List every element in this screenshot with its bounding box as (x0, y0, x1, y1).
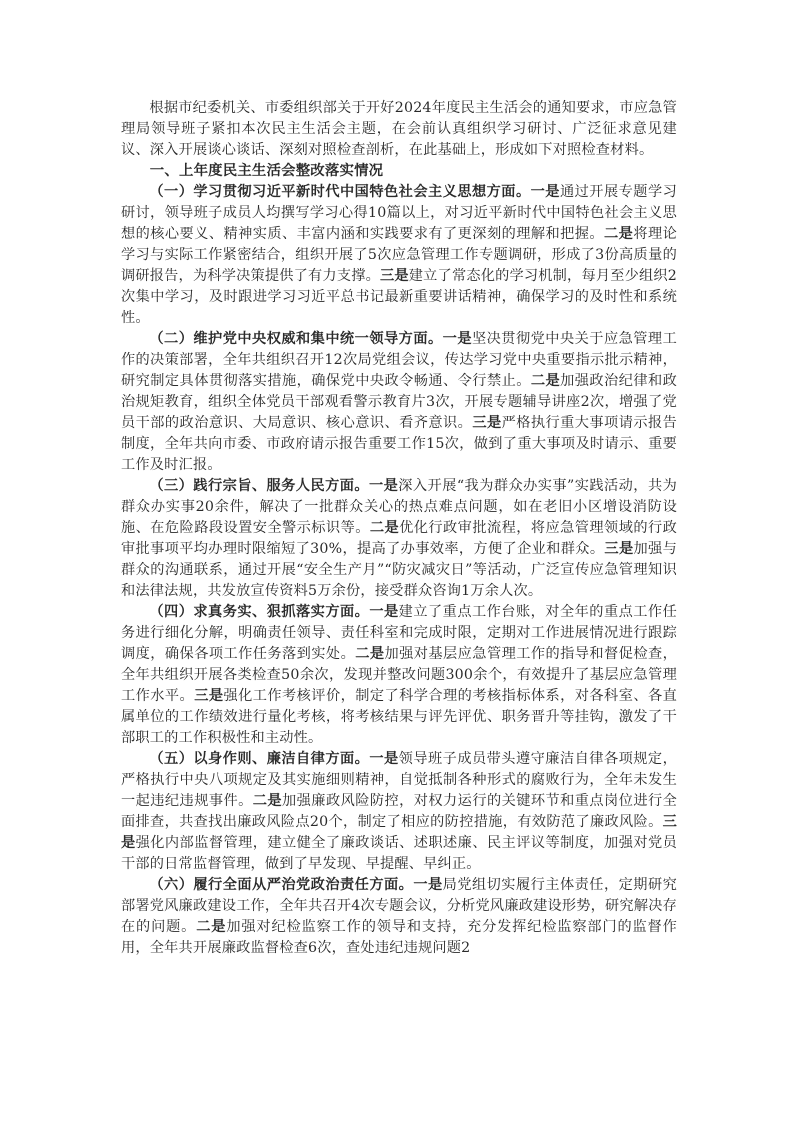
point-label: 三是 (121, 814, 677, 851)
point-text: 强化内部监督管理，建立健全了廉政谈话、述职述廉、民主评议等制度，加强对党员干部的日常监督管理，做到了早发现、早提醒、早纠正。 (121, 835, 677, 872)
point-label: 一是 (530, 184, 560, 200)
point-text: 坚决贯彻党中央关于应急管理工作的决策部署，全年共组织召开12次局党组会议，传达学习党中央重要指示批示精神，研究制定具体贯彻落实措施，确保党中央政令畅通、令行禁止。 (121, 331, 677, 389)
item-paragraph-3 (121, 476, 677, 602)
point-text: 建立了常态化的学习机制，每月至少组织2次集中学习，及时跟进学习习近平总书记最新重要讲话精神，确保学习的及时性和系统性。 (121, 268, 677, 326)
point-label: 二是 (355, 646, 385, 662)
item-paragraph-4 (121, 602, 677, 749)
point-label: 一是 (413, 877, 443, 893)
point-label: 二是 (604, 226, 634, 242)
item-paragraph-6 (121, 875, 677, 959)
point-text: 加强对基层应急管理工作的指导和督促检查，全年共组织开展各类检查50余次，发现并整改问题300余个，有效提升了基层应急管理工作水平。 (121, 646, 677, 704)
point-text: 局党组切实履行主体责任，定期研究部署党风廉政建设工作，全年共召开4次专题会议，分析党风廉政建设形势，研究解决存在的问题。 (121, 877, 677, 935)
point-label: 三是 (604, 541, 634, 557)
point-label: 三是 (472, 415, 502, 431)
intro-paragraph: 根据市纪委机关、市委组织部关于开好2024年度民主生活会的通知要求，市应急管理局领导班子紧扣本次民主生活会主题，在会前认真组织学习研讨、广泛征求意见建议、深入开展谈心谈话、深刻对照检查剖析，在此基础上，形成如下对照检查材料。 (121, 100, 677, 158)
item-title: （四）求真务实、狠抓落实方面。 (149, 604, 370, 620)
item-paragraph-2 (121, 329, 677, 476)
point-label: 一是 (442, 331, 472, 347)
point-label: 二是 (530, 373, 561, 389)
point-text: 加强廉政风险防控，对权力运行的关键环节和重点岗位进行全面排查，共查找出廉政风险点20个，制定了相应的防控措施，有效防范了廉政风险。 (121, 793, 677, 830)
point-text: 深入开展“我为群众办实事”实践活动，共为群众办实事20余件，解决了一批群众关心的热点难点问题，如在老旧小区增设消防设施、在危险路段设置安全警示标识等。 (121, 478, 677, 536)
item-title: （六）履行全面从严治党政治责任方面。 (149, 877, 414, 893)
item-title: （五）以身作则、廉洁自律方面。 (149, 751, 370, 767)
point-text: 建立了重点工作台账，对全年的重点工作任务进行细化分解，明确责任领导、责任科室和完成时限，定期对工作进展情况进行跟踪调度，确保各项工作任务落到实处。 (121, 604, 677, 662)
point-text: 通过开展专题学习研讨，领导班子成员人均撰写学习心得10篇以上，对习近平新时代中国特色社会主义思想的核心要义、精神实质、丰富内涵和实践要求有了更深刻的理解和把握。 (121, 184, 677, 242)
point-text: 将理论学习与实际工作紧密结合，组织开展了5次应急管理工作专题调研，形成了3份高质量的调研报告，为科学决策提供了有力支撑。 (121, 226, 677, 284)
point-label: 一是 (369, 751, 399, 767)
item-paragraph-5 (121, 749, 677, 875)
point-text: 优化行政审批流程，将应急管理领域的行政审批事项平均办理时限缩短了30%，提高了办事效率，方便了企业和群众。 (121, 520, 677, 557)
point-text: 加强对纪检监察工作的领导和支持，充分发挥纪检监察部门的监督作用，全年共开展廉政监督检查6次，查处违纪违规问题2 (121, 919, 677, 956)
point-label: 三是 (194, 688, 224, 704)
point-label: 二是 (369, 520, 400, 536)
document-page (121, 98, 677, 959)
point-text: 领导班子成员带头遵守廉洁自律各项规定，严格执行中央八项规定及其实施细则精神，自觉抵制各种形式的腐败行为，全年未发生一起违纪违规事件。 (121, 751, 677, 809)
item-title: （二）维护党中央权威和集中统一领导方面。 (149, 331, 443, 347)
point-text: 加强政治纪律和政治规矩教育，组织全体党员干部观看警示教育片3次，开展专题辅导讲座2次，增强了党员干部的政治意识、大局意识、核心意识、看齐意识。 (121, 373, 677, 431)
item-title: （一）学习贯彻习近平新时代中国特色社会主义思想方面。 (149, 184, 531, 200)
point-text: 严格执行重大事项请示报告制度，全年共向市委、市政府请示报告重要工作15次，做到了重大事项及时请示、重要工作及时汇报。 (121, 415, 677, 473)
point-label: 一是 (369, 478, 399, 494)
point-text: 强化工作考核评价，制定了科学合理的考核指标体系，对各科室、各直属单位的工作绩效进行量化考核，将考核结果与评先评优、职务晋升等挂钩，激发了干部职工的工作积极性和主动性。 (121, 688, 677, 746)
point-label: 二是 (196, 919, 227, 935)
point-label: 三是 (380, 268, 409, 284)
point-label: 二是 (252, 793, 283, 809)
item-paragraph-1 (121, 182, 677, 329)
section-heading: 一、上年度民主生活会整改落实情况 (149, 163, 384, 179)
item-title: （三）践行宗旨、服务人民方面。 (149, 478, 369, 494)
point-label: 一是 (369, 604, 399, 620)
point-text: 加强与群众的沟通联系，通过开展“安全生产月”“防灾减灾日”等活动，广泛宣传应急管理知识和法律法规，共发放宣传资料5万余份，接受群众咨询1万余人次。 (121, 541, 677, 599)
